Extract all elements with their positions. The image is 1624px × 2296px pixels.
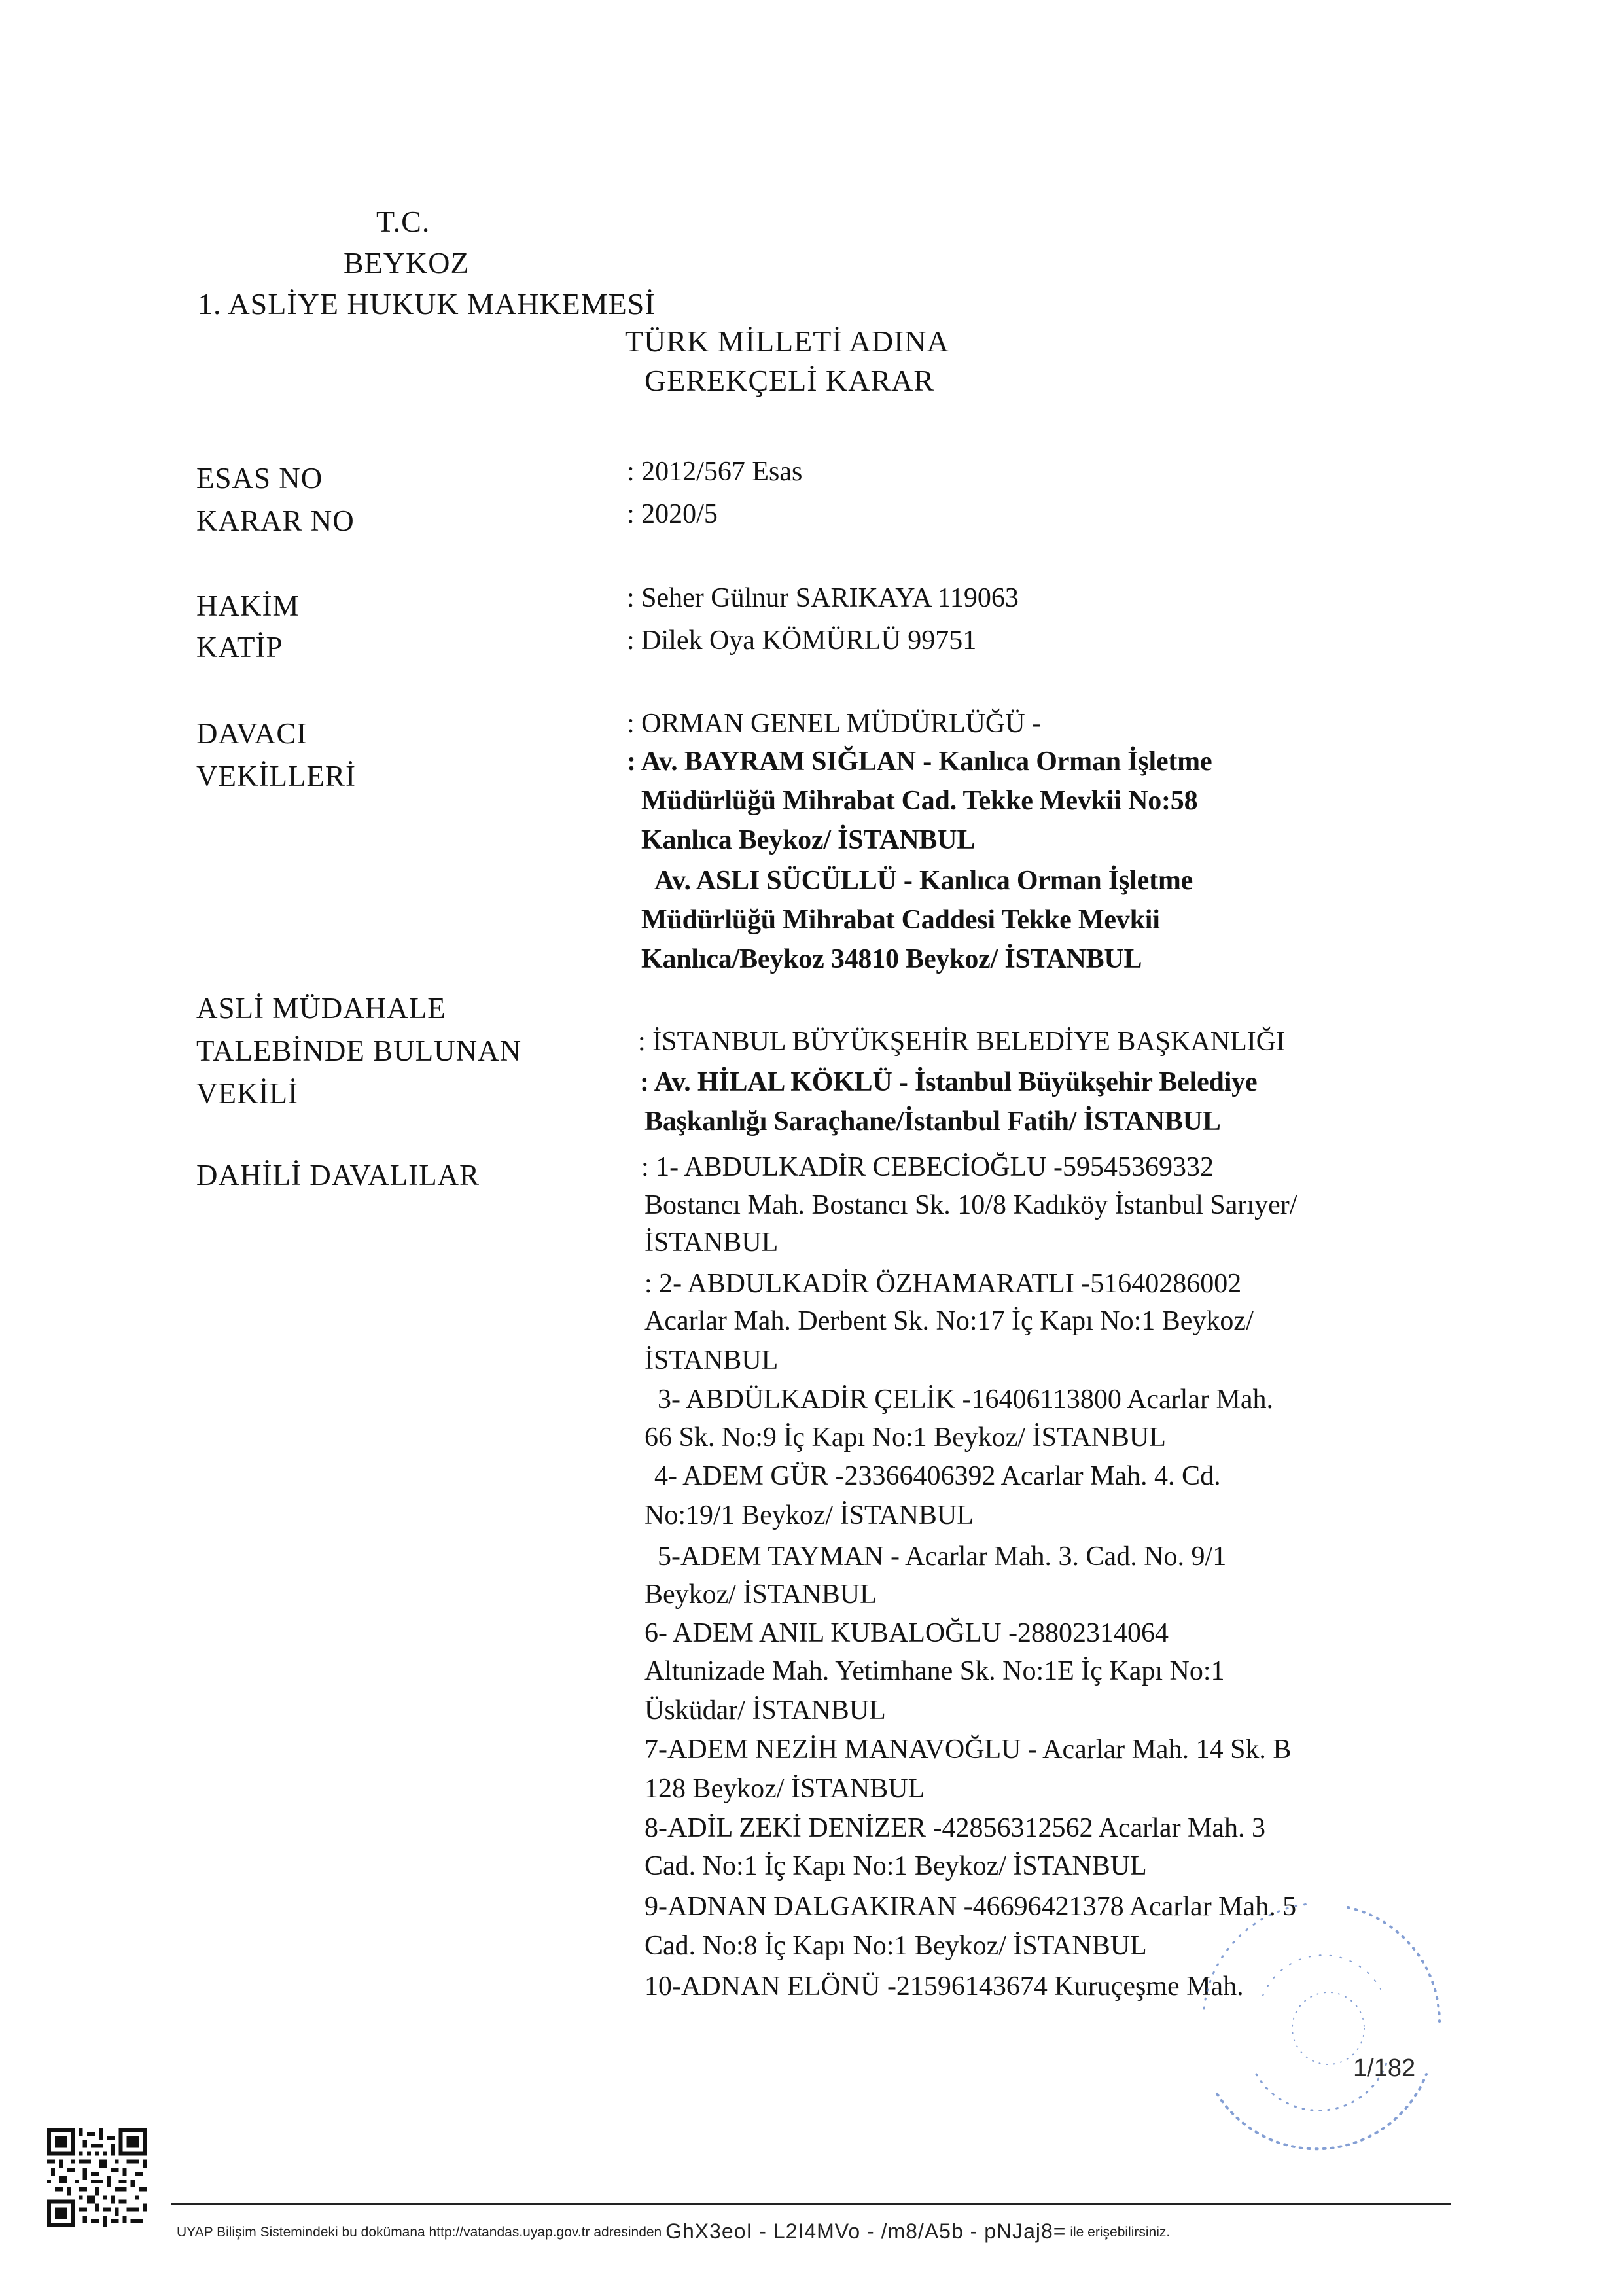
- asli-mudahale-value: : İSTANBUL BÜYÜKŞEHİR BELEDİYE BAŞKANLIĞI: [638, 1027, 1286, 1057]
- vekil2-line3: Kanlıca/Beykoz 34810 Beykoz/ İSTANBUL: [641, 944, 1142, 974]
- court-stamp-icon: [1178, 1878, 1459, 2153]
- header-court: 1. ASLİYE HUKUK MAHKEMESİ: [198, 287, 656, 321]
- qr-code-icon: [47, 2128, 147, 2227]
- defendant-line: 8-ADİL ZEKİ DENİZER -42856312562 Acarlar Mah. 3: [644, 1813, 1266, 1843]
- defendant-line: 5-ADEM TAYMAN - Acarlar Mah. 3. Cad. No. 9/1: [658, 1542, 1227, 1572]
- talebinde-label: TALEBİNDE BULUNAN: [196, 1034, 522, 1067]
- defendant-line: : 2- ABDULKADİR ÖZHAMARATLI -51640286002: [644, 1269, 1242, 1299]
- footer: [177, 2219, 1170, 2244]
- defendant-line: İSTANBUL: [644, 1227, 779, 1258]
- vekilleri-label: VEKİLLERİ: [196, 760, 356, 792]
- defendant-line: Acarlar Mah. Derbent Sk. No:17 İç Kapı No:1 Beykoz/: [644, 1306, 1254, 1336]
- defendant-line: 6- ADEM ANIL KUBALOĞLU -28802314064: [644, 1618, 1169, 1648]
- defendant-line: Cad. No:8 İç Kapı No:1 Beykoz/ İSTANBUL: [644, 1931, 1147, 1961]
- header-city: BEYKOZ: [344, 246, 470, 279]
- karar-value: : 2020/5: [627, 499, 718, 529]
- page-number: 1/182: [1353, 2055, 1416, 2082]
- defendant-line: No:19/1 Beykoz/ İSTANBUL: [644, 1500, 974, 1530]
- defendant-line: İSTANBUL: [644, 1345, 779, 1375]
- header-nation: TÜRK MİLLETİ ADINA: [625, 325, 949, 358]
- vekili-line2: Başkanlığı Saraçhane/İstanbul Fatih/ İSTANBUL: [644, 1106, 1221, 1137]
- defendant-line: : 1- ABDULKADİR CEBECİOĞLU -59545369332: [641, 1152, 1214, 1182]
- vekili-label: VEKİLİ: [196, 1077, 298, 1110]
- defendant-line: 3- ABDÜLKADİR ÇELİK -16406113800 Acarlar Mah.: [658, 1385, 1273, 1415]
- header-tc: T.C.: [376, 205, 431, 238]
- davaci-label: DAVACI: [196, 717, 308, 750]
- defendant-line: Beykoz/ İSTANBUL: [644, 1580, 877, 1610]
- asli-mudahale-label: ASLİ MÜDAHALE: [196, 992, 446, 1025]
- hakim-value: : Seher Gülnur SARIKAYA 119063: [627, 583, 1019, 613]
- defendant-line: 66 Sk. No:9 İç Kapı No:1 Beykoz/ İSTANBUL: [644, 1422, 1166, 1453]
- davaci-value: : ORMAN GENEL MÜDÜRLÜĞÜ -: [627, 709, 1042, 739]
- header-doc-type: GEREKÇELİ KARAR: [644, 364, 935, 397]
- hakim-label: HAKİM: [196, 590, 300, 622]
- vekil1-line3: Kanlıca Beykoz/ İSTANBUL: [641, 825, 976, 855]
- karar-label: KARAR NO: [196, 504, 355, 537]
- defendant-line: 4- ADEM GÜR -23366406392 Acarlar Mah. 4. Cd.: [654, 1461, 1221, 1491]
- footer-prefix: UYAP Bilişim Sistemindeki bu dokümana http://vatandas.uyap.gov.tr adresinden: [177, 2225, 662, 2240]
- footer-suffix: ile erişebilirsiniz.: [1070, 2225, 1171, 2240]
- defendant-line: 7-ADEM NEZİH MANAVOĞLU - Acarlar Mah. 14 Sk. B: [644, 1735, 1292, 1765]
- defendant-line: Üsküdar/ İSTANBUL: [644, 1695, 886, 1725]
- esas-value: : 2012/567 Esas: [627, 457, 803, 487]
- footer-verification-code: GhX3eoI - L2I4MVo - /m8/A5b - pNJaj8=: [665, 2219, 1067, 2243]
- vekil2-line1: Av. ASLI SÜCÜLLÜ - Kanlıca Orman İşletme: [654, 866, 1193, 896]
- footer-divider: [171, 2203, 1451, 2205]
- defendant-line: 128 Beykoz/ İSTANBUL: [644, 1774, 925, 1804]
- vekil2-line2: Müdürlüğü Mihrabat Caddesi Tekke Mevkii: [641, 905, 1160, 935]
- vekil1-line2: Müdürlüğü Mihrabat Cad. Tekke Mevkii No:58: [641, 786, 1198, 816]
- katip-value: : Dilek Oya KÖMÜRLÜ 99751: [627, 626, 977, 656]
- defendant-line: Bostancı Mah. Bostancı Sk. 10/8 Kadıköy İstanbul Sarıyer/: [644, 1190, 1297, 1220]
- defendant-line: 10-ADNAN ELÖNÜ -21596143674 Kuruçeşme Mah.: [644, 1971, 1244, 2002]
- vekili-line1: : Av. HİLAL KÖKLÜ - İstanbul Büyükşehir Belediye: [640, 1067, 1258, 1097]
- defendant-line: 9-ADNAN DALGAKIRAN -46696421378 Acarlar Mah. 5: [644, 1892, 1297, 1922]
- katip-label: KATİP: [196, 631, 283, 663]
- dahili-davalilar-label: DAHİLİ DAVALILAR: [196, 1159, 480, 1192]
- defendant-line: Cad. No:1 İç Kapı No:1 Beykoz/ İSTANBUL: [644, 1851, 1147, 1881]
- esas-label: ESAS NO: [196, 462, 323, 495]
- vekil1-line1: : Av. BAYRAM SIĞLAN - Kanlıca Orman İşletme: [627, 747, 1212, 777]
- defendant-line: Altunizade Mah. Yetimhane Sk. No:1E İç Kapı No:1: [644, 1656, 1225, 1686]
